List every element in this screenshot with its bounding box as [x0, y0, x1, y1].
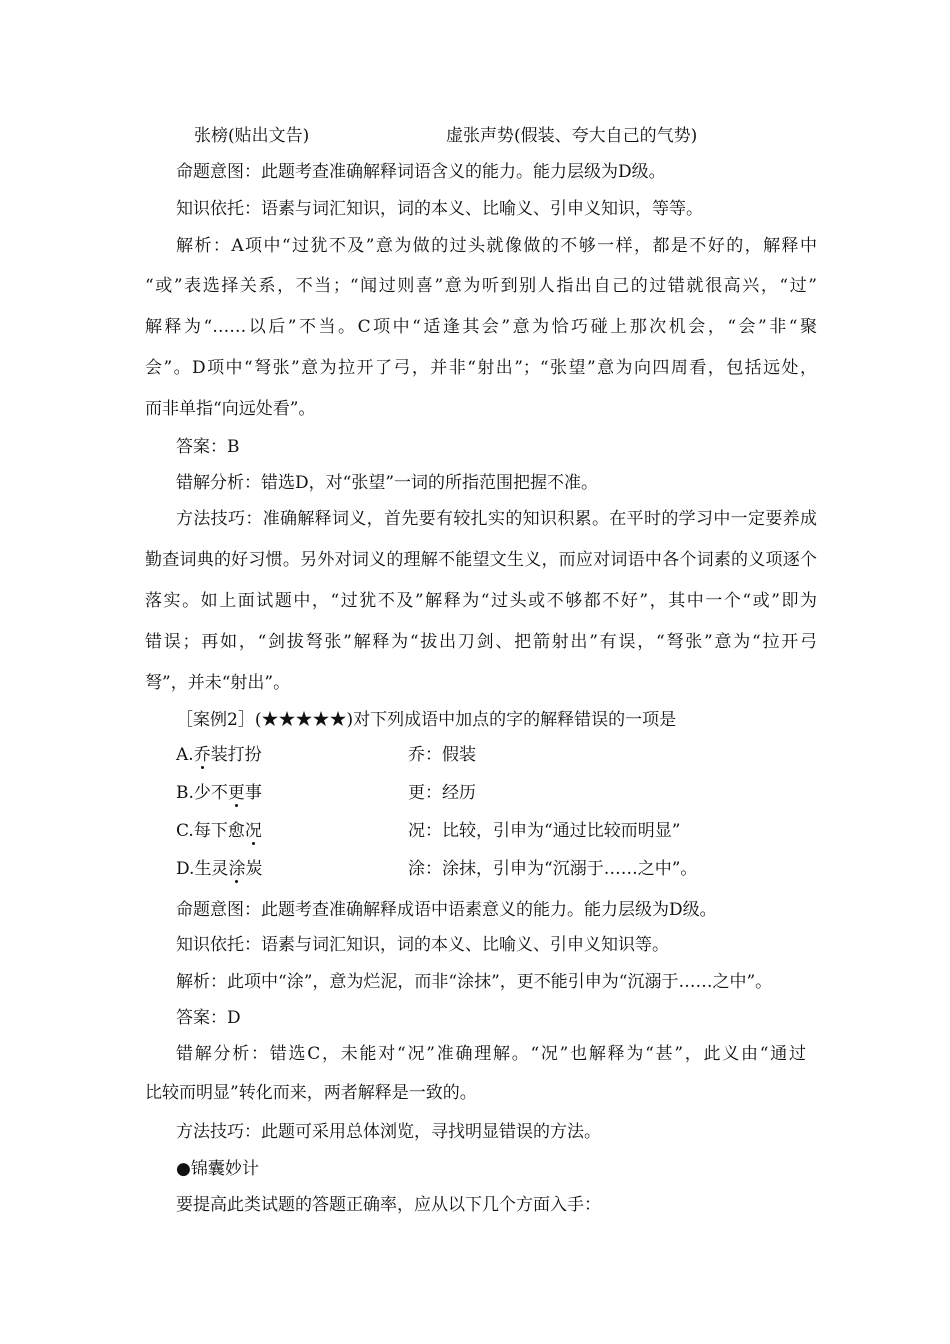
case2-option-a: [176, 744, 776, 766]
case2-knowledge: 知识依托：语素与词汇知识，词的本义、比喻义、引申义知识等。: [176, 935, 669, 955]
option-prefix: B.: [176, 783, 194, 803]
dotted-character: 况: [244, 821, 262, 841]
case1-answer: 答案：B: [176, 437, 240, 457]
case2-intent: 命题意图：此题考查准确解释成语中语素意义的能力。能力层级为D级。: [176, 900, 717, 920]
case1-method-line: 错误；再如，“剑拔弩张”解释为“拔出刀剑、把箭射出”有误，“弩张”意为“拉开弓: [145, 632, 817, 652]
case1-method-line: 弩”，并未“射出”。: [145, 673, 291, 693]
case1-intent: 命题意图：此题考查准确解释词语含义的能力。能力层级为D级。: [176, 162, 666, 182]
tips-intro: 要提高此类试题的答题正确率，应从以下几个方面入手：: [176, 1195, 601, 1215]
case2-error-analysis-line: 比较而明显”转化而来，两者解释是一致的。: [145, 1083, 477, 1103]
example-word-left: 张榜(贴出文告): [194, 126, 310, 146]
case1-error-analysis: 错解分析：错选D，对“张望”一词的所指范围把握不准。: [176, 473, 599, 493]
case2-option-c: [176, 820, 776, 842]
option-explanation: 更：经历: [408, 783, 476, 803]
example-word-right: 虚张声势(假装、夸大自己的气势): [446, 126, 698, 146]
case1-analysis-line: 解释为“……以后”不当。C项中“适逢其会”意为恰巧碰上那次机会，“会”非“聚: [145, 317, 817, 337]
case2-option-d: [176, 858, 776, 880]
case1-analysis-line: 会”。D项中“弩张”意为拉开了弓，并非“射出”；“张望”意为向四周看，包括远处，: [145, 358, 817, 378]
case2-answer: 答案：D: [176, 1008, 241, 1028]
idiom-text: 炭: [245, 859, 263, 879]
case1-method-line: 落实。如上面试题中，“过犹不及”解释为“过头或不够都不好”，其中一个“或”即为: [145, 591, 817, 611]
case2-analysis: 解析：此项中“涂”，意为烂泥，而非“涂抹”，更不能引申为“沉溺于……之中”。: [176, 972, 773, 992]
tips-heading: ●锦囊妙计: [176, 1159, 259, 1179]
option-prefix: C.: [176, 821, 194, 841]
idiom-text: 少不: [193, 783, 228, 803]
case1-analysis-line: 而非单指“向远处看”。: [145, 399, 316, 419]
case1-knowledge: 知识依托：语素与词汇知识，词的本义、比喻义、引申义知识，等等。: [176, 199, 703, 219]
case1-analysis-line: “或”表选择关系，不当；“闻过则喜”意为听到别人指出自己的过错就很高兴，“过”: [145, 276, 817, 296]
idiom-text: 事: [244, 783, 262, 803]
case2-method: 方法技巧：此题可采用总体浏览，寻找明显错误的方法。: [176, 1122, 601, 1142]
option-explanation: 涂：涂抹，引申为“沉溺于……之中”。: [408, 859, 698, 879]
option-prefix: A.: [176, 745, 194, 765]
idiom-text: 装打扮: [210, 745, 262, 765]
case1-analysis-line: 解析：A项中“过犹不及”意为做的过头就像做的不够一样，都是不好的，解释中: [176, 236, 817, 256]
case2-error-analysis-line: 错解分析：错选C，未能对“况”准确理解。“况”也解释为“甚”，此义由“通过: [176, 1044, 806, 1064]
idiom-text: 每下愈: [193, 821, 245, 841]
option-explanation: 乔：假装: [408, 745, 476, 765]
case1-method-line: 方法技巧：准确解释词义，首先要有较扎实的知识积累。在平时的学习中一定要养成: [176, 509, 817, 529]
case2-option-b: [176, 782, 776, 804]
option-explanation: 况：比较，引申为“通过比较而明显”: [408, 821, 681, 841]
case1-method-line: 勤查词典的好习惯。另外对词义的理解不能望文生义，而应对词语中各个词素的义项逐个: [145, 550, 817, 570]
option-prefix: D.: [176, 859, 195, 879]
dotted-character: 涂: [228, 859, 246, 879]
dotted-character: 更: [227, 783, 245, 803]
dotted-character: 乔: [193, 745, 211, 765]
case2-question: ［案例2］(★★★★★)对下列成语中加点的字的解释错误的一项是: [176, 710, 677, 730]
idiom-text: 生灵: [194, 859, 229, 879]
